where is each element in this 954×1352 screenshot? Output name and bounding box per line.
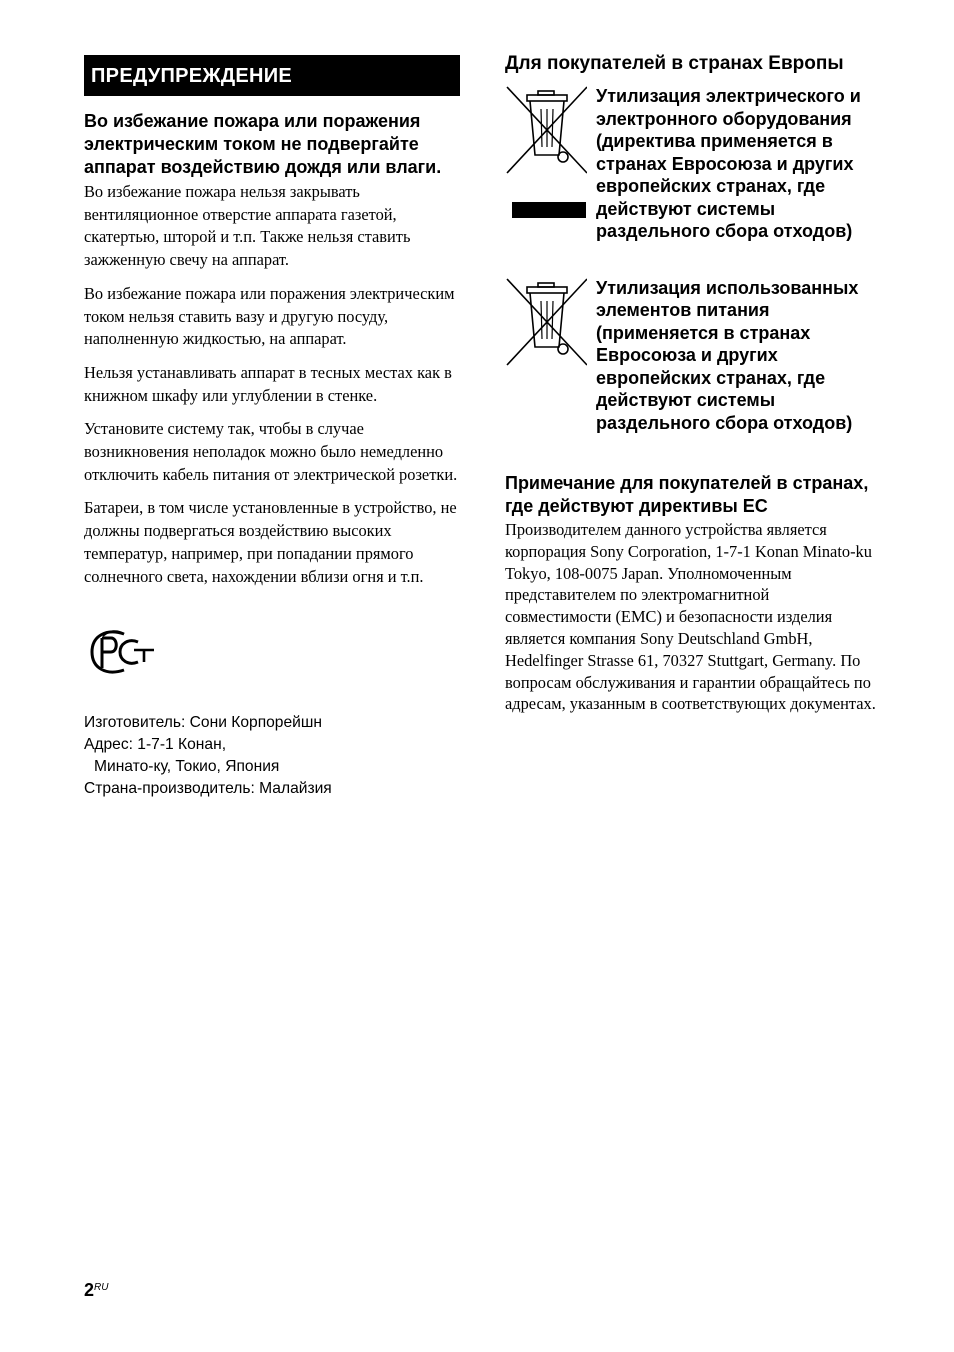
warning-subheading: Во избежание пожара или поражения электрическим током не подвергайте аппарат воздействию дождя или влаги. (84, 111, 442, 177)
weee-batteries-block (505, 277, 877, 435)
paragraph: Установите систему так, чтобы в случае возникновения неполадок можно было немедленно отключить кабель питания от электрической розетки. (84, 419, 458, 484)
crossed-bin-icon (505, 85, 587, 243)
page-number (84, 1280, 108, 1301)
pct-certification-logo (84, 624, 160, 684)
right-column (505, 52, 877, 715)
maker-line: Страна-производитель: Малайзия (84, 780, 332, 798)
page-number-value: 2 (84, 1280, 95, 1300)
paragraph: Батареи, в том числе установленные в устройство, не должны подвергаться воздействию высоких температур, например, при попадании прямого солнечного света, нахождении вблизи огня и т.п. (84, 498, 457, 586)
paragraph: Нельзя устанавливать аппарат в тесных местах как в книжном шкафу или углублении в стенке. (84, 362, 452, 405)
page-language-suffix: RU (94, 1282, 109, 1293)
maker-line: Адрес: 1-7-1 Конан, (84, 736, 227, 754)
crossed-bin-icon (505, 277, 587, 435)
maker-line: Минато-ку, Токио, Япония (94, 758, 280, 776)
paragraph: Во избежание пожара нельзя закрывать вентиляционное отверстие аппарата газетой, скатертью, шторой и т.п. Также нельзя ставить зажженную свечу на аппарат. (84, 182, 411, 270)
europe-heading: Для покупателей в странах Европы (505, 53, 844, 74)
weee-equipment-block (505, 85, 877, 243)
eu-note-heading: Примечание для покупателей в странах, где действуют директивы ЕС (505, 473, 869, 516)
paragraph: Во избежание пожара или поражения электрическим током нельзя ставить вазу и другую посуду, наполненную жидкостью, на аппарат. (84, 283, 455, 349)
left-column (84, 55, 460, 800)
weee-equipment-text: Утилизация электрического и электронного оборудования (директива применяется в странах Евросоюза и других европейских странах, где действуют системы раздельного сбора отходов) (596, 86, 861, 241)
weee-batteries-text: Утилизация использованных элементов питания (применяется в странах Евросоюза и других европейских странах, где действуют системы раздельного сбора отходов) (596, 277, 859, 433)
warning-banner: ПРЕДУПРЕЖДЕНИЕ (84, 55, 460, 96)
weee-black-bar (512, 202, 586, 218)
maker-line: Изготовитель: Сони Корпорейшн (84, 714, 322, 732)
manufacturer-info (84, 712, 460, 800)
eu-note-body: Производителем данного устройства является корпорация Sony Corporation, 1-7-1 Konan Minato-ku Tokyo, 108-0075 Japan. Уполномоченным представителем по электромагнитной совместимости (EMC) и безопасности изделия является компания Sony Deutschland GmbH, Hedelfinger Strasse 61, 70327 Stuttgart, Germany. По вопросам обслуживания и гарантии обращайтесь по адресам, указанным в соответствующих документах. (505, 520, 876, 714)
